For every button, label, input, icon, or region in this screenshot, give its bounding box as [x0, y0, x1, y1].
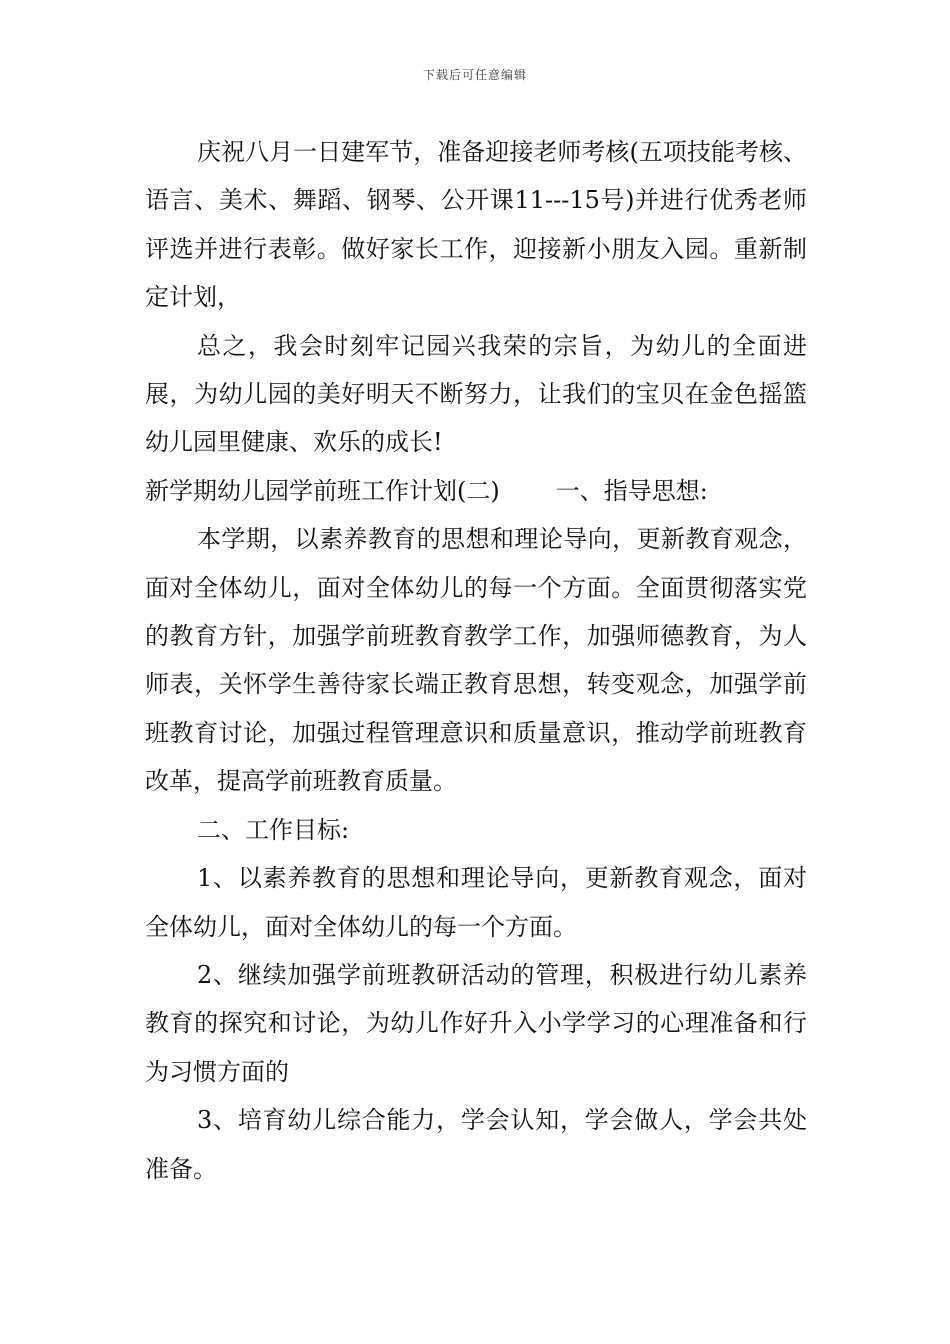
section-title: 新学期幼儿园学前班工作计划(二): [145, 476, 500, 505]
paragraph-conclusion: 总之，我会时刻牢记园兴我荣的宗旨，为幼儿的全面进展，为幼儿园的美好明天不断努力，让我们的宝贝在金色摇篮幼儿园里健康、欢乐的成长!: [145, 331, 807, 457]
paragraph-guiding-thought: 本学期，以素养教育的思想和理论导向，更新教育观念，面对全体幼儿，面对全体幼儿的每一个方面。全面贯彻落实党的教育方针，加强学前班教育教学工作，加强师德教育，为人师表，关怀学生善待家长端正教育思想，转变观念，加强学前班教育讨论，加强过程管理意识和质量意识，推动学前班教育改革，提高学前班教育质量。: [145, 525, 807, 796]
paragraph-army-day: 庆祝八月一日建军节，准备迎接老师考核(五项技能考核、语言、美术、舞蹈、钢琴、公开课11---15号)并进行优秀老师评选并进行表彰。做好家长工作，迎接新小朋友入园。重新制定计划，: [145, 138, 807, 312]
goal-item-2: 2、继续加强学前班教研活动的管理，积极进行幼儿素养教育的探究和讨论，为幼儿作好升入小学学习的心理准备和行为习惯方面的: [145, 960, 807, 1086]
page-header-note: 下载后可任意编辑: [422, 68, 527, 82]
goal-item-3: 3、培育幼儿综合能力，学会认知，学会做人，学会共处准备。: [145, 1106, 807, 1183]
document-body: [145, 128, 807, 1193]
heading-guiding-thought: 一、指导思想:: [555, 476, 708, 505]
heading-work-goals: 二、工作目标:: [197, 815, 350, 844]
goal-item-1: 1、以素养教育的思想和理论导向，更新教育观念，面对全体幼儿，面对全体幼儿的每一个方面。: [145, 864, 807, 941]
section-title-line: [145, 467, 807, 515]
